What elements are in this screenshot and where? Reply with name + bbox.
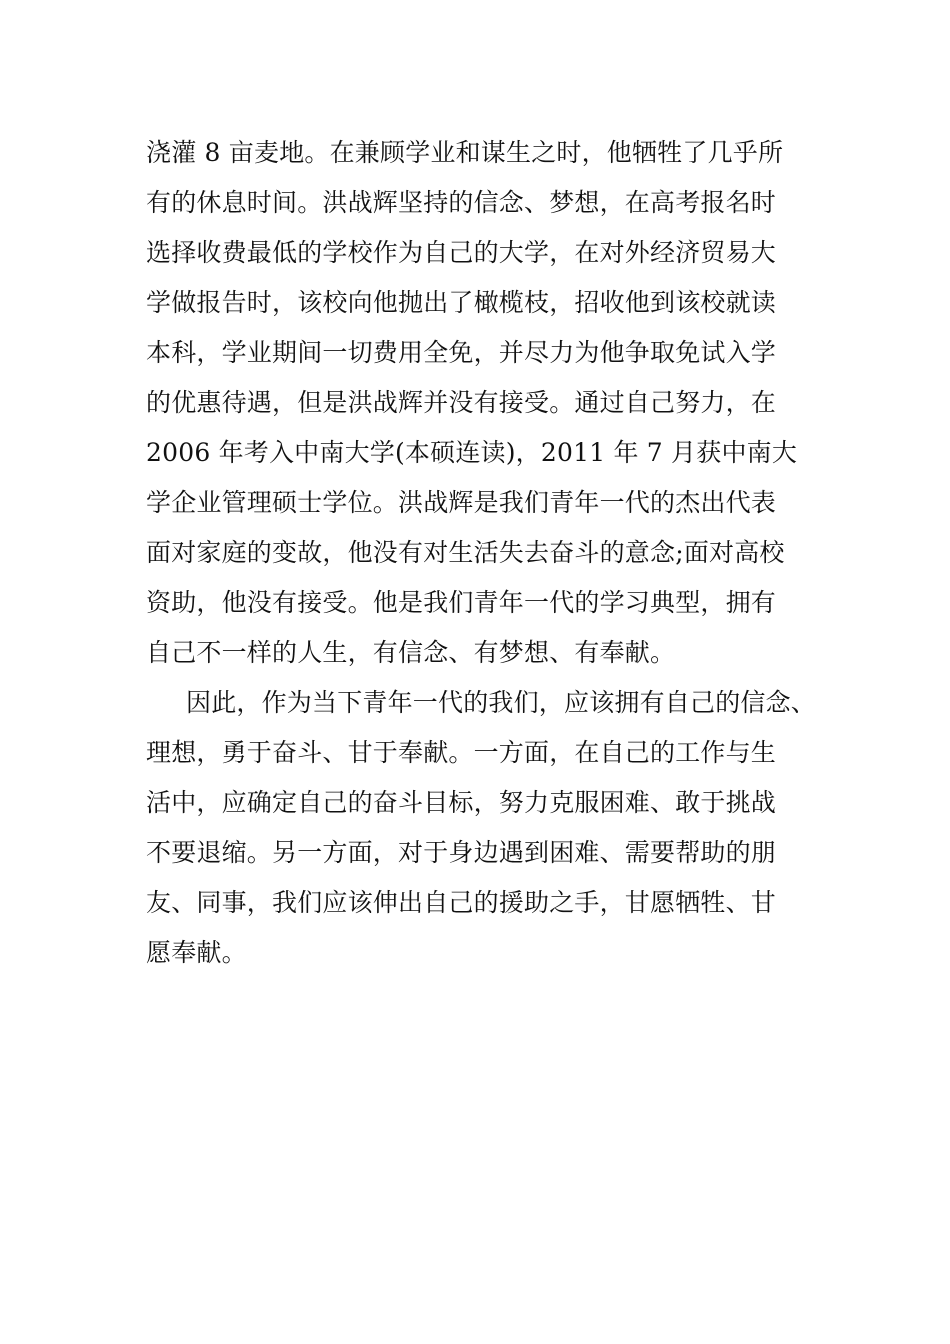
text-line: 2006 年考入中南大学(本硕连读)，2011 年 7 月获中南大 bbox=[146, 438, 798, 467]
text-line: 愿奉献。 bbox=[146, 938, 247, 967]
text-line: 选择收费最低的学校作为自己的大学，在对外经济贸易大 bbox=[146, 238, 777, 267]
text-line: 自己不一样的人生，有信念、有梦想、有奉献。 bbox=[146, 638, 676, 667]
paragraph-start-line: 因此，作为当下青年一代的我们，应该拥有自己的信念、 bbox=[186, 688, 817, 717]
text-line: 面对家庭的变故，他没有对生活失去奋斗的意念;面对高校 bbox=[146, 538, 785, 567]
text-line: 不要退缩。另一方面，对于身边遇到困难、需要帮助的朋 bbox=[146, 838, 777, 867]
text-line: 友、同事，我们应该伸出自己的援助之手，甘愿牺牲、甘 bbox=[146, 888, 777, 917]
text-line: 活中，应确定自己的奋斗目标，努力克服困难、敢于挑战 bbox=[146, 788, 777, 817]
text-line: 本科，学业期间一切费用全免，并尽力为他争取免试入学 bbox=[146, 338, 777, 367]
text-line: 资助，他没有接受。他是我们青年一代的学习典型，拥有 bbox=[146, 588, 777, 617]
text-line: 浇灌 8 亩麦地。在兼顾学业和谋生之时，他牺牲了几乎所 bbox=[146, 138, 784, 167]
text-line: 学做报告时，该校向他抛出了橄榄枝，招收他到该校就读 bbox=[146, 288, 777, 317]
text-line: 有的休息时间。洪战辉坚持的信念、梦想，在高考报名时 bbox=[146, 188, 777, 217]
text-line: 的优惠待遇，但是洪战辉并没有接受。通过自己努力，在 bbox=[146, 388, 777, 417]
body-text bbox=[146, 128, 836, 978]
text-line: 理想，勇于奋斗、甘于奉献。一方面，在自己的工作与生 bbox=[146, 738, 777, 767]
text-line: 学企业管理硕士学位。洪战辉是我们青年一代的杰出代表 bbox=[146, 488, 777, 517]
